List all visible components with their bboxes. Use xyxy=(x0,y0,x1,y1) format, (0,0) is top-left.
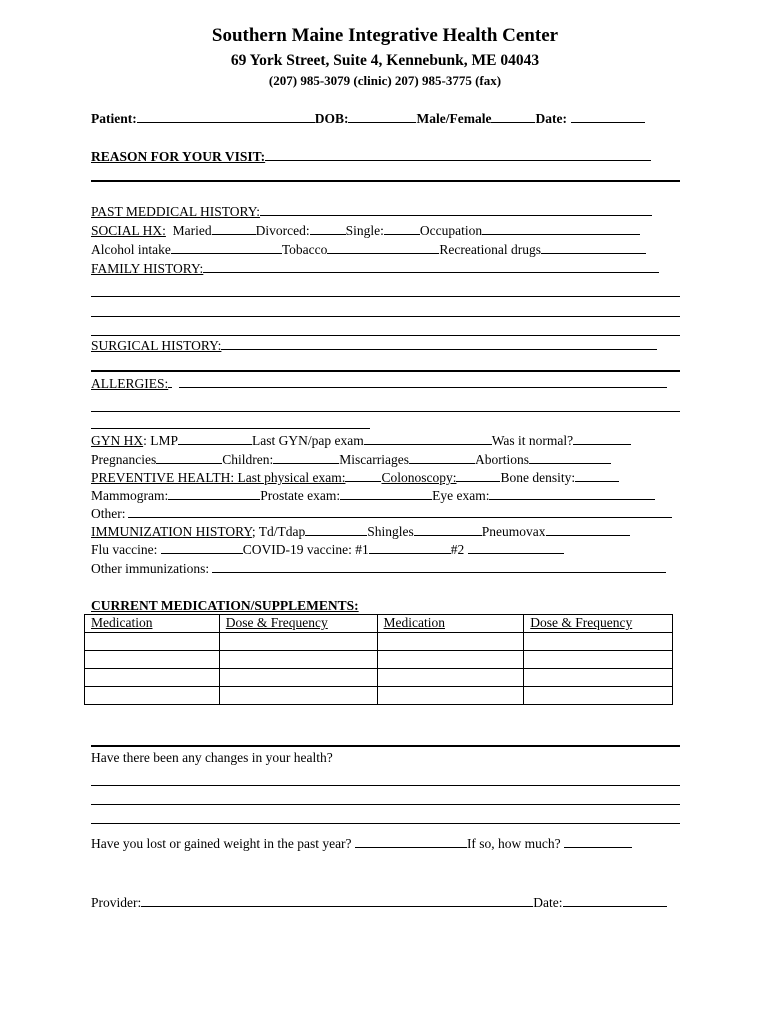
eye-field[interactable] xyxy=(489,488,655,500)
gyn-label: GYN HX xyxy=(91,433,144,448)
single-label: Single: xyxy=(345,223,384,238)
abortions-field[interactable] xyxy=(529,452,611,464)
single-field[interactable] xyxy=(384,223,420,235)
covid-label: COVID-19 vaccine: #1 xyxy=(242,542,369,557)
abortions-label: Abortions xyxy=(474,452,529,467)
table-cell[interactable] xyxy=(524,669,673,687)
table-header: Dose & Frequency xyxy=(530,615,633,630)
changes-rule-1[interactable] xyxy=(91,785,680,786)
divorced-label: Divorced: xyxy=(255,223,310,238)
prostate-label: Prostate exam: xyxy=(260,488,341,503)
table-cell[interactable] xyxy=(85,669,220,687)
weight-line xyxy=(91,836,681,852)
family-field[interactable] xyxy=(203,261,659,273)
children-label: Children: xyxy=(222,452,274,467)
covid1-field[interactable] xyxy=(369,542,451,554)
table-row xyxy=(85,651,673,669)
sex-label: Male/Female xyxy=(416,111,492,126)
pmh-label: PAST MEDDICAL HISTORY: xyxy=(91,204,261,219)
org-title: Southern Maine Integrative Health Center xyxy=(211,25,559,46)
shingles-field[interactable] xyxy=(414,524,482,536)
table-row xyxy=(85,669,673,687)
section-divider xyxy=(91,745,680,747)
alcohol-label: Alcohol intake xyxy=(91,242,171,257)
table-row xyxy=(85,633,673,651)
table-header: Medication xyxy=(383,615,445,630)
table-row xyxy=(85,687,673,705)
pneumovax-field[interactable] xyxy=(546,524,630,536)
dob-field[interactable] xyxy=(348,111,416,123)
pmh-line xyxy=(91,204,681,220)
table-cell[interactable] xyxy=(524,633,673,651)
table-header-row xyxy=(85,615,673,633)
other-field[interactable] xyxy=(128,506,672,518)
table-cell[interactable] xyxy=(377,669,524,687)
surgical-label: SURGICAL HISTORY: xyxy=(91,338,222,353)
table-cell[interactable] xyxy=(219,633,377,651)
reason-rule[interactable] xyxy=(91,180,680,182)
tobacco-label: Tobacco xyxy=(281,242,328,257)
tdap-label: ; Td/Tdap xyxy=(251,524,306,539)
table-cell[interactable] xyxy=(85,687,220,705)
table-cell[interactable] xyxy=(219,669,377,687)
eye-label: Eye exam: xyxy=(432,488,490,503)
colonoscopy-label: Colonoscopy: xyxy=(381,470,457,485)
sex-field[interactable] xyxy=(491,111,535,123)
table-cell[interactable] xyxy=(377,633,524,651)
colonoscopy-field[interactable] xyxy=(456,470,500,482)
changes-rule-2[interactable] xyxy=(91,804,680,805)
other-immunizations-line xyxy=(91,561,681,577)
family-rule-3[interactable] xyxy=(91,335,680,336)
reason-label: REASON FOR YOUR VISIT: xyxy=(91,149,266,164)
immunization-line xyxy=(91,524,681,540)
allergies-short xyxy=(168,376,172,388)
surgical-line xyxy=(91,338,681,354)
screening-line xyxy=(91,488,681,504)
normal-field[interactable] xyxy=(573,433,631,445)
table-cell[interactable] xyxy=(524,651,673,669)
provider-date-label: Date: xyxy=(533,895,563,910)
preventive-line xyxy=(91,470,681,486)
weight-question: Have you lost or gained weight in the past year? xyxy=(91,836,355,851)
allergies-rule-2[interactable] xyxy=(91,428,370,429)
immunization-label: IMMUNIZATION HISTORY xyxy=(91,524,252,539)
pmh-field[interactable] xyxy=(260,204,652,216)
maried-field[interactable] xyxy=(212,223,256,235)
surgical-rule[interactable] xyxy=(91,370,680,372)
covid2-label: #2 xyxy=(450,542,468,557)
provider-line xyxy=(91,895,681,911)
family-line xyxy=(91,261,681,277)
occupation-label: Occupation xyxy=(419,223,483,238)
family-label: FAMILY HISTORY: xyxy=(91,261,204,276)
provider-label: Provider: xyxy=(91,895,142,910)
divorced-field[interactable] xyxy=(310,223,346,235)
reason-line xyxy=(91,149,681,165)
mammogram-label: Mammogram: xyxy=(91,488,169,503)
table-cell[interactable] xyxy=(85,651,220,669)
children-field[interactable] xyxy=(273,452,339,464)
medications-title: CURRENT MEDICATION/SUPPLEMENTS: xyxy=(91,598,359,613)
flu-line xyxy=(91,542,681,558)
other-immunizations-field[interactable] xyxy=(212,561,666,573)
table-cell[interactable] xyxy=(85,633,220,651)
org-address: 69 York Street, Suite 4, Kennebunk, ME 04043 xyxy=(230,52,540,69)
allergies-line xyxy=(91,376,681,392)
weight-field[interactable] xyxy=(355,836,467,848)
bone-field[interactable] xyxy=(575,470,619,482)
bone-label: Bone density: xyxy=(500,470,576,485)
other-line xyxy=(91,506,681,522)
provider-date-field[interactable] xyxy=(563,895,667,907)
org-phones: (207) 985-3079 (clinic) 207) 985-3775 (fax) xyxy=(268,73,502,88)
allergies-label: ALLERGIES: xyxy=(91,376,169,391)
miscarriages-field[interactable] xyxy=(409,452,475,464)
how-much-field[interactable] xyxy=(564,836,632,848)
lmp-label: : LMP xyxy=(143,433,179,448)
pap-field[interactable] xyxy=(364,433,492,445)
pregnancies-label: Pregnancies xyxy=(91,452,157,467)
occupation-field[interactable] xyxy=(482,223,640,235)
patient-line xyxy=(91,111,681,127)
medications-table xyxy=(84,614,673,705)
surgical-field[interactable] xyxy=(221,338,657,350)
mammogram-field[interactable] xyxy=(168,488,260,500)
maried-label: Maried xyxy=(172,223,212,238)
physical-field[interactable] xyxy=(345,470,381,482)
pregnancies-field[interactable] xyxy=(156,452,222,464)
changes-question: Have there been any changes in your health? xyxy=(91,750,333,765)
family-rule-1[interactable] xyxy=(91,296,680,297)
family-rule-2[interactable] xyxy=(91,316,680,317)
changes-rule-3[interactable] xyxy=(91,823,680,824)
dob-label: DOB: xyxy=(314,111,349,126)
date-field[interactable] xyxy=(571,111,645,123)
tdap-field[interactable] xyxy=(305,524,367,536)
allergies-rule-1[interactable] xyxy=(91,411,680,412)
patient-label: Patient: xyxy=(91,111,137,126)
flu-field[interactable] xyxy=(161,542,243,554)
flu-label: Flu vaccine: xyxy=(91,542,161,557)
lmp-field[interactable] xyxy=(178,433,252,445)
recreational-label: Recreational drugs xyxy=(439,242,541,257)
date-label: Date: xyxy=(535,111,567,126)
table-cell[interactable] xyxy=(377,687,524,705)
table-cell[interactable] xyxy=(219,651,377,669)
table-cell[interactable] xyxy=(377,651,524,669)
recreational-field[interactable] xyxy=(541,242,646,254)
how-much-label: If so, how much? xyxy=(466,836,565,851)
shingles-label: Shingles xyxy=(367,524,414,539)
table-cell[interactable] xyxy=(219,687,377,705)
allergies-field[interactable] xyxy=(179,376,667,388)
social-label: SOCIAL HX: xyxy=(91,223,166,238)
pap-label: Last GYN/pap exam xyxy=(252,433,364,448)
social-line xyxy=(91,223,681,239)
prostate-field[interactable] xyxy=(340,488,432,500)
other-immunizations-label: Other immunizations: xyxy=(91,561,213,576)
covid2-field[interactable] xyxy=(468,542,564,554)
substances-line xyxy=(91,242,681,258)
normal-label: Was it normal? xyxy=(491,433,574,448)
pregnancies-line xyxy=(91,452,681,468)
table-cell[interactable] xyxy=(524,687,673,705)
patient-field[interactable] xyxy=(137,111,315,123)
other-label: Other: xyxy=(91,506,126,521)
tobacco-field[interactable] xyxy=(327,242,439,254)
alcohol-field[interactable] xyxy=(171,242,282,254)
preventive-label: PREVENTIVE HEALTH: Last physical exam: xyxy=(91,470,346,485)
reason-field[interactable] xyxy=(265,149,651,161)
provider-field[interactable] xyxy=(141,895,533,907)
gyn-line xyxy=(91,433,681,449)
table-header: Dose & Frequency xyxy=(225,615,328,630)
miscarriages-label: Miscarriages xyxy=(339,452,409,467)
pneumovax-label: Pneumovax xyxy=(481,524,546,539)
table-header: Medication xyxy=(91,615,153,630)
